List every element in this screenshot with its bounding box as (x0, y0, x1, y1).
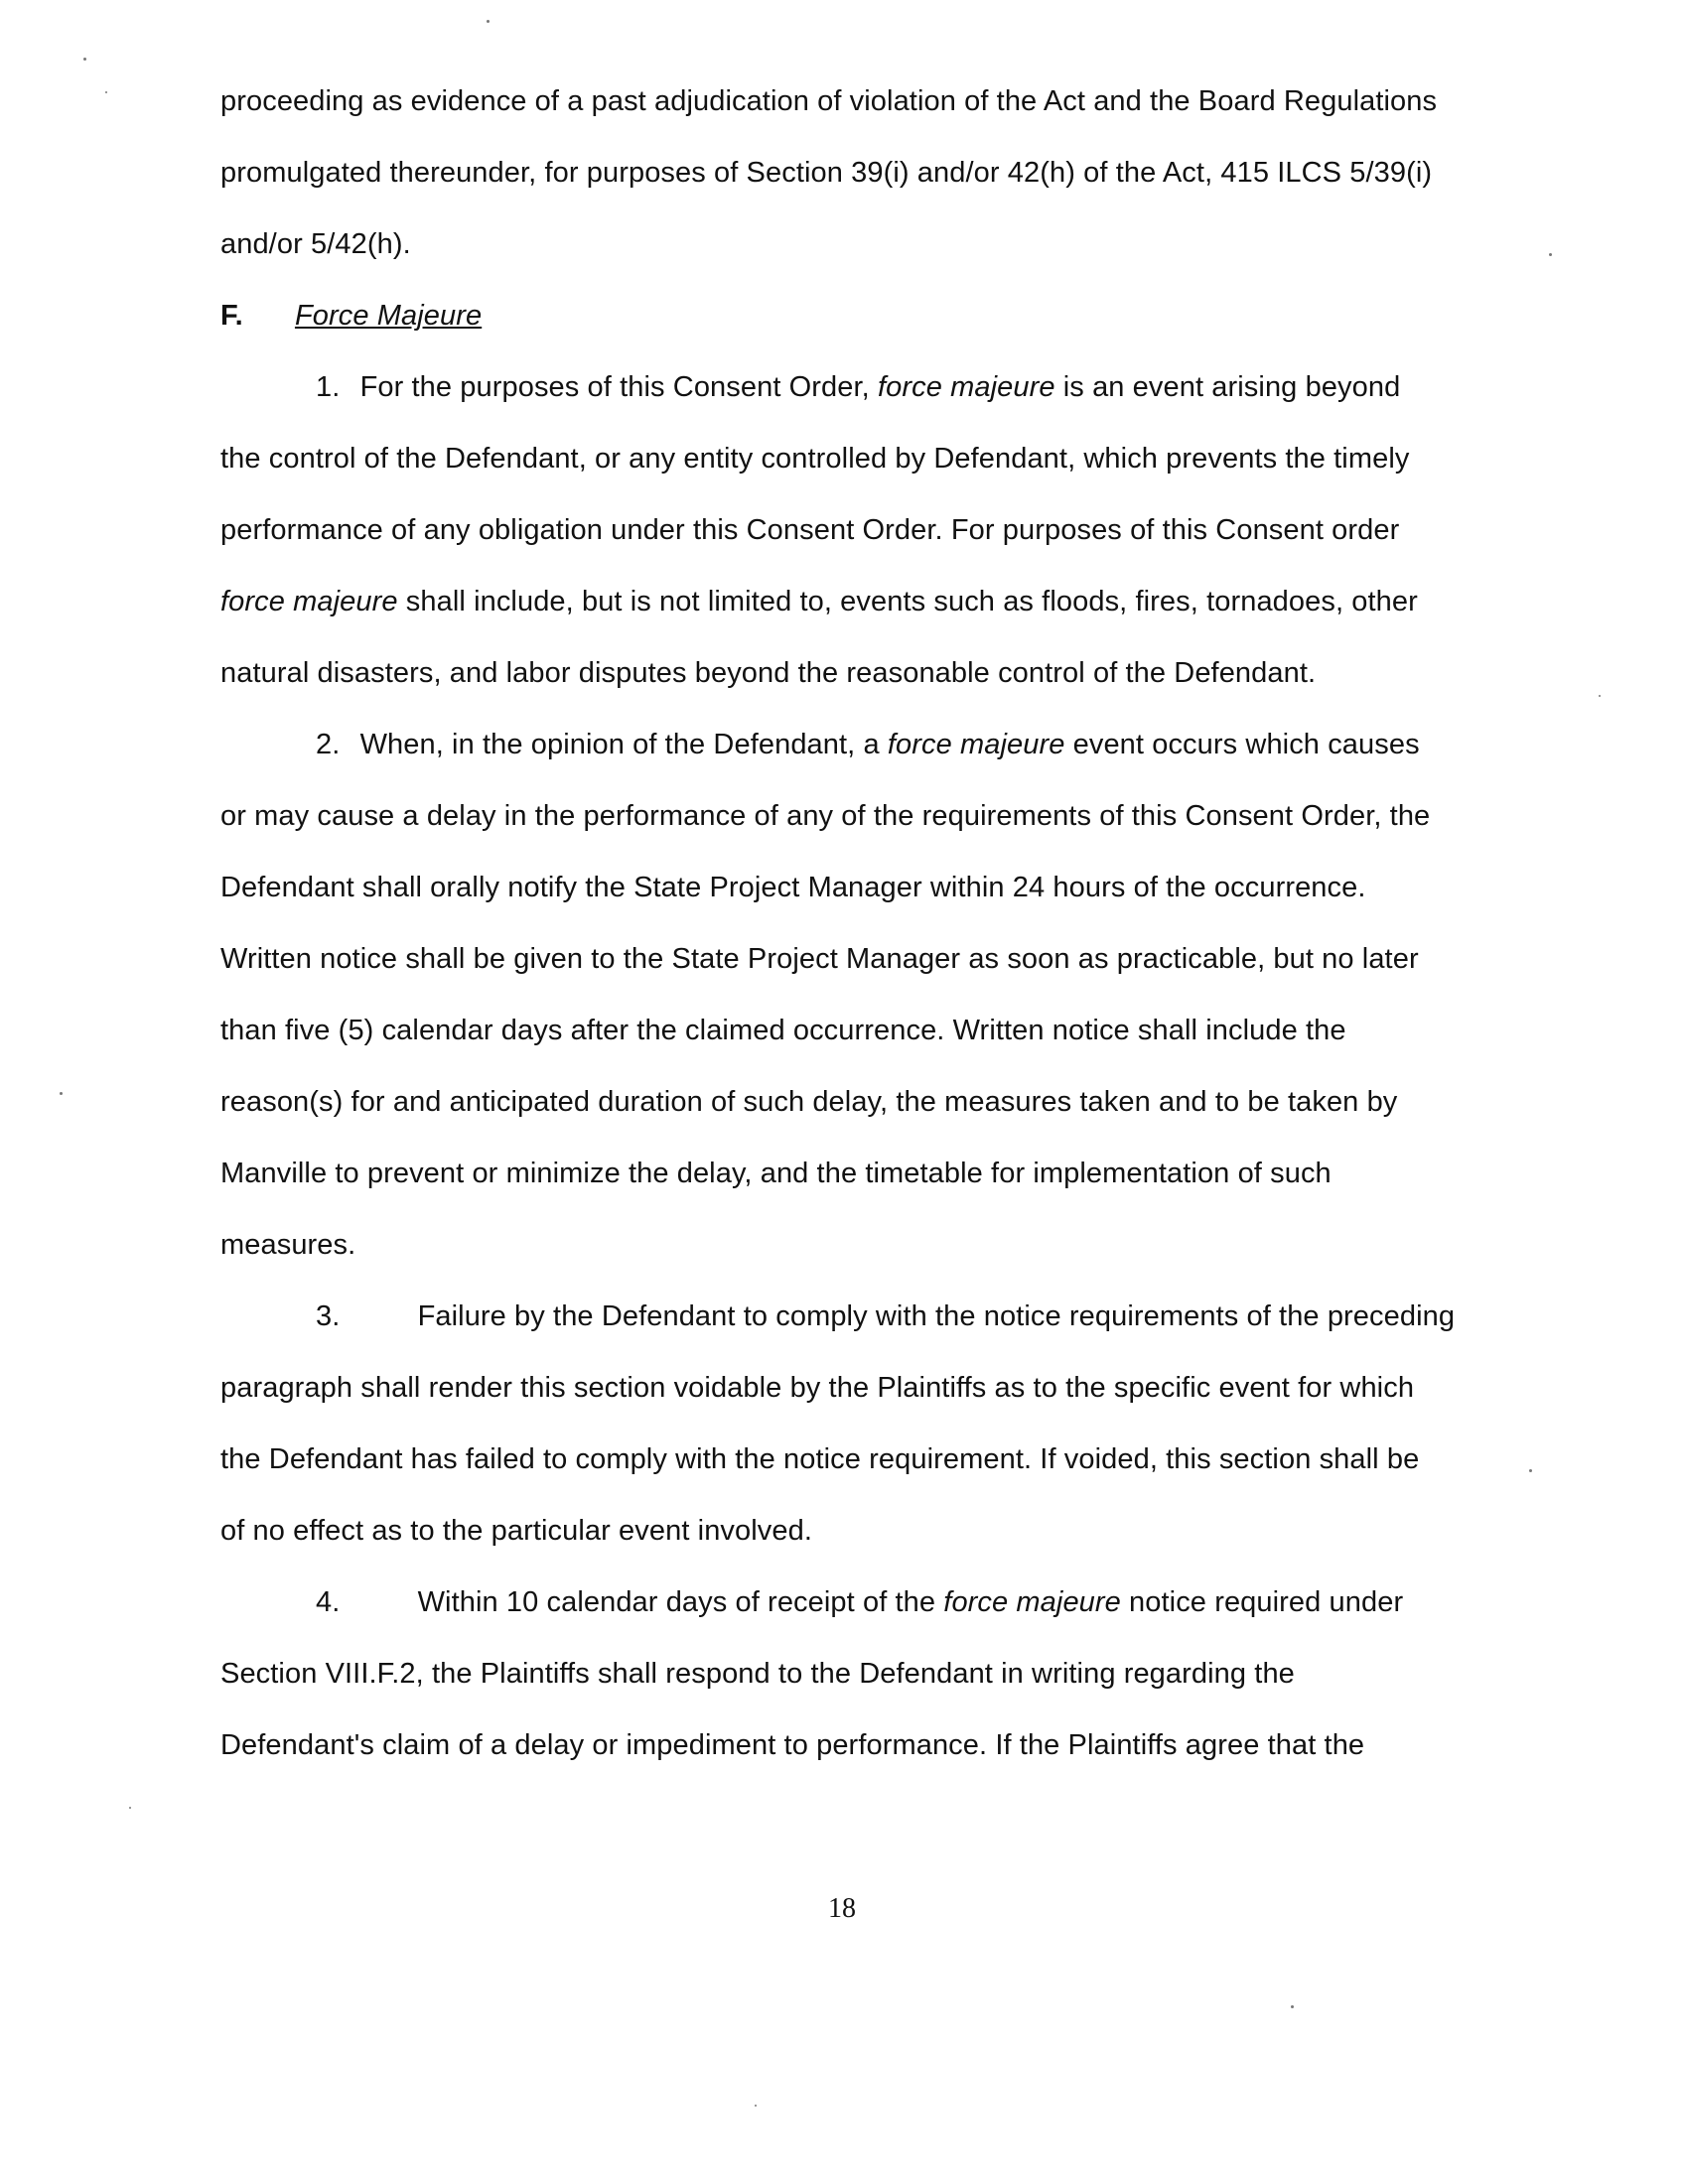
para4-number: 4. (316, 1586, 341, 1618)
para3-line-1: 3. Failure by the Defendant to comply with the notice requirements of the preceding (316, 1300, 1456, 1332)
opening-line-1: proceeding as evidence of a past adjudication of violation of the Act and the Board Regulations (220, 85, 1438, 117)
para3-line-4: of no effect as to the particular event involved. (220, 1515, 813, 1547)
opening-line-3: and/or 5/42(h). (220, 228, 411, 260)
para2-number: 2. (316, 729, 341, 760)
para1-term-2: force majeure (220, 586, 398, 617)
para1-line-2: the control of the Defendant, or any entity controlled by Defendant, which prevents the timely (220, 443, 1410, 475)
para1-number: 1. (316, 371, 341, 403)
page-number: 18 (828, 1893, 856, 1924)
para2-line-2: or may cause a delay in the performance of any of the requirements of this Consent Order, the (220, 800, 1431, 832)
para2-line-7: Manville to prevent or minimize the delay, and the timetable for implementation of such (220, 1158, 1332, 1189)
para3-line-3: the Defendant has failed to comply with the notice requirement. If voided, this section shall be (220, 1443, 1420, 1475)
para2-line-4: Written notice shall be given to the State Project Manager as soon as practicable, but no later (220, 943, 1419, 975)
para1-term: force majeure (878, 371, 1055, 403)
para3-line-2: paragraph shall render this section voidable by the Plaintiffs as to the specific event for which (220, 1372, 1415, 1404)
section-letter: F. (220, 300, 243, 332)
section-title: Force Majeure (294, 300, 483, 332)
para4-term: force majeure (943, 1586, 1121, 1618)
para2-line-5: than five (5) calendar days after the claimed occurrence. Written notice shall include the (220, 1015, 1346, 1046)
para3-number: 3. (316, 1300, 341, 1332)
para4-line-1: 4. Within 10 calendar days of receipt of the force majeure notice required under (316, 1586, 1404, 1618)
opening-line-2: promulgated thereunder, for purposes of Section 39(i) and/or 42(h) of the Act, 415 ILCS 5/39(i) (220, 157, 1433, 189)
para2-term: force majeure (887, 729, 1065, 760)
para1-line-4: force majeure shall include, but is not limited to, events such as floods, fires, tornadoes, other (220, 586, 1418, 617)
para2-line-8: measures. (220, 1229, 356, 1261)
para2-line-1: 2. When, in the opinion of the Defendant, a force majeure event occurs which causes (316, 729, 1420, 760)
para1-line-1: 1. For the purposes of this Consent Order, force majeure is an event arising beyond (316, 371, 1401, 403)
para2-line-6: reason(s) for and anticipated duration of such delay, the measures taken and to be taken by (220, 1086, 1398, 1118)
para2-line-3: Defendant shall orally notify the State Project Manager within 24 hours of the occurrence. (220, 872, 1366, 903)
para1-line-3: performance of any obligation under this Consent Order. For purposes of this Consent order (220, 514, 1400, 546)
para1-line-5: natural disasters, and labor disputes beyond the reasonable control of the Defendant. (220, 657, 1317, 689)
para4-line-2: Section VIII.F.2, the Plaintiffs shall respond to the Defendant in writing regarding the (220, 1658, 1295, 1690)
section-heading (220, 300, 482, 333)
para4-line-3: Defendant's claim of a delay or impediment to performance. If the Plaintiffs agree that the (220, 1729, 1365, 1761)
